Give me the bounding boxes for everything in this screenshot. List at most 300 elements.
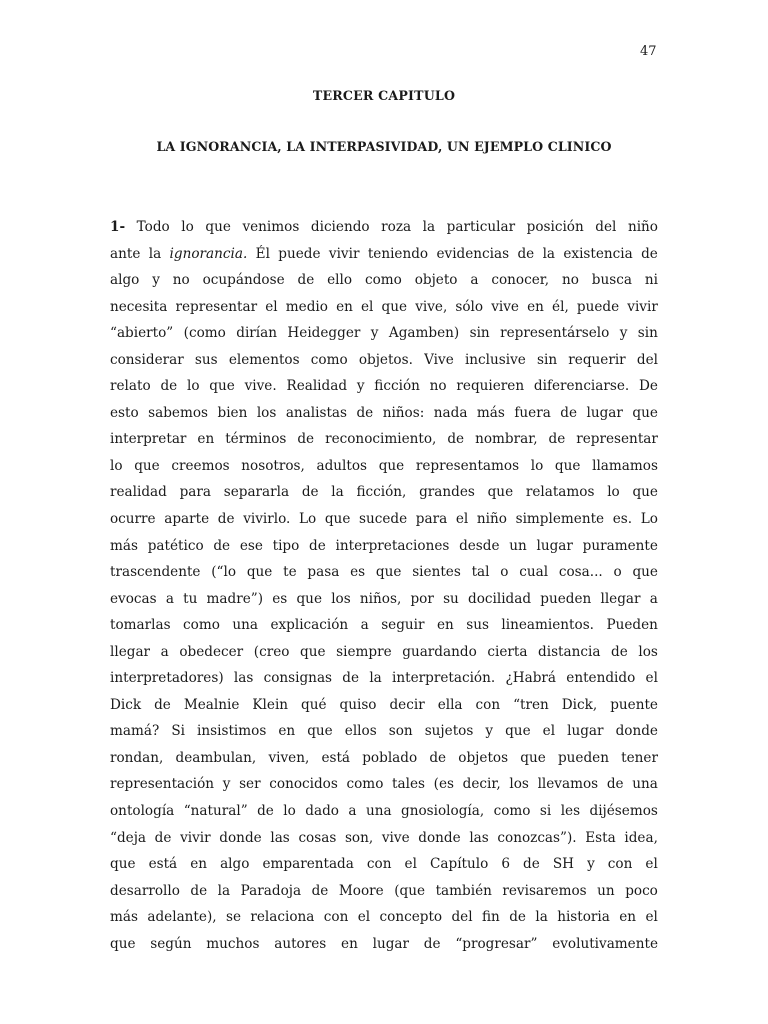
word: (es [433, 776, 454, 793]
word: lo [283, 803, 296, 820]
word: particular [446, 219, 516, 235]
word: (“lo [211, 564, 237, 581]
word: ficción [374, 378, 420, 395]
word: (creo [253, 643, 290, 660]
word: niño [476, 511, 507, 528]
word: siempre [336, 643, 392, 660]
word: él, [552, 298, 569, 315]
word: como [310, 351, 348, 368]
word: vivir [180, 829, 211, 846]
word: y [485, 723, 494, 740]
word: llegar [110, 643, 151, 660]
word: 1- [110, 219, 126, 235]
word: que [554, 457, 581, 474]
word: conocidos [269, 776, 338, 793]
word: realidad [110, 484, 167, 501]
word: puramente [582, 537, 658, 554]
word: el [645, 909, 658, 926]
word: sin [469, 325, 490, 342]
word: una [365, 803, 392, 820]
word: Realidad [286, 378, 348, 395]
word: de [154, 696, 171, 713]
body-paragraph [110, 214, 658, 957]
word: lo [181, 219, 194, 235]
word: en [336, 298, 353, 315]
word: que [307, 723, 333, 740]
word: Capítulo [429, 856, 489, 873]
word: rondan, [110, 749, 164, 766]
text-line [110, 426, 658, 453]
word: según [150, 935, 192, 952]
word: lugar [372, 935, 410, 952]
word: una [632, 776, 658, 793]
word: en [278, 723, 296, 740]
word: historia [557, 909, 610, 926]
word: guardando [402, 643, 477, 660]
word: Vive [424, 351, 454, 368]
word: a [649, 590, 658, 607]
word: de [297, 272, 315, 289]
word: de [342, 670, 360, 687]
word: con [607, 856, 633, 873]
word: (que [394, 882, 426, 899]
word: para [179, 484, 211, 501]
word: que [375, 564, 402, 581]
word: venimos [242, 219, 300, 235]
word: evolutivamente [552, 935, 658, 952]
word: De [639, 378, 658, 395]
word: nada [433, 404, 468, 421]
word: que [632, 484, 658, 501]
word: ¿Habrá [505, 670, 557, 687]
word: el [357, 909, 371, 926]
word: sientes [412, 564, 461, 581]
word: dirían [236, 325, 278, 342]
word: deambulan, [175, 749, 257, 766]
word: el [542, 723, 556, 740]
word: la [217, 882, 231, 899]
word: Todo [136, 219, 170, 235]
text-line [110, 878, 658, 905]
text-line [110, 479, 658, 506]
word: es. [612, 511, 633, 528]
text-line [110, 745, 658, 772]
word: sus [466, 617, 489, 634]
word: decir [389, 696, 425, 713]
word: su [443, 590, 459, 607]
word: niños: [382, 404, 425, 421]
word: ocupándose [202, 272, 285, 289]
word: 6 [501, 856, 510, 873]
word: son, [344, 829, 374, 846]
word: la [331, 484, 344, 501]
word: el [265, 298, 278, 315]
word: que [632, 564, 658, 581]
word: te [283, 564, 297, 581]
word: los [331, 590, 351, 607]
text-line [110, 612, 658, 639]
word: autores [274, 935, 327, 952]
word: el [645, 670, 658, 687]
word: Agamben) [388, 325, 460, 342]
word: “deja [110, 829, 147, 846]
word: representar [576, 431, 658, 448]
word: sujetos [424, 723, 474, 740]
word: en [436, 617, 454, 634]
word: objetos [458, 749, 509, 766]
word: vive [381, 829, 410, 846]
word: de [517, 245, 535, 262]
text-line [110, 931, 658, 958]
word: representamos [415, 457, 520, 474]
word: simplemente [515, 511, 605, 528]
text-line [110, 214, 658, 241]
word: idea, [624, 829, 658, 846]
text-line [110, 400, 658, 427]
word: que [300, 643, 326, 660]
word: insistimos [197, 723, 267, 740]
word: del [595, 219, 617, 235]
word: requieren [456, 378, 525, 395]
word: por [410, 590, 434, 607]
word: ella [437, 696, 463, 713]
word: fuera [514, 404, 551, 421]
word: con [366, 856, 392, 873]
word: Klein [252, 696, 289, 713]
word: la [148, 245, 162, 262]
word: llegar [600, 590, 641, 607]
word: tal [471, 564, 490, 581]
word: puede [576, 298, 620, 315]
word: Pueden [606, 617, 658, 634]
word: si [539, 803, 552, 820]
word: revisaremos [502, 882, 587, 899]
word: interpretación. [392, 670, 496, 687]
word: grandes [419, 484, 475, 501]
word: qué [301, 696, 327, 713]
word: “abierto” [110, 325, 174, 342]
word: de [423, 935, 441, 952]
word: el [645, 856, 658, 873]
word: la [422, 219, 436, 235]
word: Lo [299, 511, 317, 528]
word: relaciona [250, 909, 315, 926]
word: patético [147, 537, 204, 554]
word: cierta [487, 643, 528, 660]
word: más [110, 537, 138, 554]
word: de [523, 856, 540, 873]
word: ocurre [110, 511, 156, 528]
word: creemos [171, 457, 230, 474]
word: fin [481, 909, 500, 926]
word: un [509, 537, 527, 554]
word: que [205, 219, 231, 235]
word: Heidegger [287, 325, 361, 342]
word: vivir [627, 298, 658, 315]
word: de [301, 484, 319, 501]
word: y [370, 325, 379, 342]
word: vive [491, 298, 519, 315]
word: la [369, 670, 382, 687]
word: les [560, 803, 581, 820]
word: como [493, 803, 531, 820]
text-line [110, 851, 658, 878]
word: las [270, 829, 290, 846]
word: desarrollo [110, 882, 180, 899]
word: conozcas”). [497, 829, 577, 846]
word: en [527, 298, 544, 315]
word: de [257, 803, 274, 820]
word: sin [637, 325, 658, 342]
text-line [110, 241, 658, 268]
word: necesita [110, 298, 168, 315]
word: lugar [536, 537, 573, 554]
word: inclusive [464, 351, 526, 368]
text-line [110, 639, 658, 666]
word: representación [110, 776, 215, 793]
word: ficción, [356, 484, 407, 501]
word: vivirlo. [243, 511, 291, 528]
word: busca [591, 272, 632, 289]
word: pasa [307, 564, 340, 581]
word: como [183, 617, 220, 634]
word: sin [537, 351, 558, 368]
word: tener [621, 749, 658, 766]
word: diferenciarse. [533, 378, 630, 395]
word: decir, [462, 776, 501, 793]
text-line [110, 294, 658, 321]
word: sólo [455, 298, 484, 315]
word: es [272, 590, 288, 607]
word: ignorancia. [169, 245, 248, 262]
word: ellos [344, 723, 377, 740]
word: evidencias [436, 245, 510, 262]
chapter-title: TERCER CAPITULO [312, 88, 456, 103]
word: sucede [359, 511, 408, 528]
word: representárselo [500, 325, 610, 342]
word: algo [110, 272, 140, 289]
word: se [225, 909, 241, 926]
word: de [447, 431, 465, 448]
word: donde [219, 829, 262, 846]
word: conocer, [491, 272, 550, 289]
word: no [172, 272, 190, 289]
word: que [209, 378, 235, 395]
text-line [110, 506, 658, 533]
word: Dick, [561, 696, 598, 713]
word: medio [285, 298, 328, 315]
word: términos [225, 431, 287, 448]
word: a [160, 643, 169, 660]
word: distancia [538, 643, 601, 660]
word: cual [519, 564, 549, 581]
word: diciendo [310, 219, 370, 235]
word: es [350, 564, 366, 581]
word: analistas [285, 404, 347, 421]
word: tu [183, 590, 198, 607]
word: donde [615, 723, 658, 740]
word: lo [110, 457, 123, 474]
text-line [110, 373, 658, 400]
word: del [636, 351, 658, 368]
word: ni [644, 272, 658, 289]
word: Esta [585, 829, 616, 846]
word: interpretadores) [110, 670, 224, 687]
text-line [110, 453, 658, 480]
word: de [606, 776, 624, 793]
word: para [415, 511, 448, 528]
text-line [110, 533, 658, 560]
word: un [597, 882, 615, 899]
word: representar [175, 298, 258, 315]
word: algo [220, 856, 250, 873]
word: quiso [339, 696, 377, 713]
word: y [587, 856, 595, 873]
word: como [364, 272, 402, 289]
word: de [509, 909, 526, 926]
word: los [509, 776, 529, 793]
word: que [134, 457, 160, 474]
word: esto [110, 404, 139, 421]
word: ante [110, 245, 141, 262]
word: ello [327, 272, 353, 289]
text-line [110, 825, 658, 852]
word: con [323, 909, 349, 926]
word: que [110, 856, 136, 873]
word: ontología [110, 803, 175, 820]
chapter-subtitle: LA IGNORANCIA, LA INTERPASIVIDAD, UN EJEMPLO CLINICO [156, 139, 612, 154]
word: de [560, 404, 578, 421]
word: objeto [414, 272, 458, 289]
word: desde [459, 537, 500, 554]
word: muchos [206, 935, 260, 952]
word: madre”) [206, 590, 264, 607]
word: lugar [586, 404, 623, 421]
word: una [232, 617, 258, 634]
word: la [542, 245, 556, 262]
word: tipo [272, 537, 300, 554]
word: en [190, 856, 208, 873]
word: cosas [298, 829, 337, 846]
word: sus [194, 351, 218, 368]
word: (como [183, 325, 226, 342]
word: bien [217, 404, 248, 421]
word: que [324, 511, 351, 528]
text-line [110, 771, 658, 798]
word: niños, [359, 590, 402, 607]
page-number: 47 [640, 44, 657, 59]
word: que [505, 723, 531, 740]
word: que [246, 564, 273, 581]
word: puede [278, 245, 321, 262]
word: obedecer [179, 643, 244, 660]
word: Mealnie [183, 696, 240, 713]
word: a [348, 803, 357, 820]
word: a [360, 617, 369, 634]
word: el [404, 856, 417, 873]
word: interpretaciones [335, 537, 450, 554]
word: vive. [244, 378, 277, 395]
word: elementos [228, 351, 300, 368]
word: objetos. [358, 351, 413, 368]
word: reconocimiento, [325, 431, 437, 448]
word: de [548, 431, 566, 448]
word: de [297, 431, 315, 448]
word: Lo [640, 511, 658, 528]
word: dado [305, 803, 339, 820]
word: que [487, 484, 514, 501]
word: teniendo [367, 245, 429, 262]
word: está [148, 856, 178, 873]
word: pueden [557, 749, 609, 766]
word: el [361, 298, 374, 315]
word: más [110, 909, 138, 926]
text-line [110, 904, 658, 931]
word: más [476, 404, 505, 421]
word: lineamientos. [501, 617, 594, 634]
word: en [197, 431, 215, 448]
word: son [388, 723, 413, 740]
word: docilidad [468, 590, 532, 607]
word: considerar [110, 351, 184, 368]
word: poco [625, 882, 658, 899]
word: concepto [379, 909, 443, 926]
word: ese [239, 537, 263, 554]
word: el [455, 511, 469, 528]
word: “tren [513, 696, 549, 713]
word: que [110, 935, 136, 952]
word: vivir [328, 245, 360, 262]
word: y [222, 776, 231, 793]
word: no [561, 272, 579, 289]
word: Paradoja [240, 882, 302, 899]
word: de [213, 537, 231, 554]
word: que [520, 749, 546, 766]
word: Él [255, 245, 270, 262]
word: llevamos [537, 776, 599, 793]
word: de [190, 882, 208, 899]
word: en [619, 909, 637, 926]
word: que [632, 404, 658, 421]
word: a [470, 272, 479, 289]
word: los [256, 404, 277, 421]
word: de [356, 404, 374, 421]
text-line [110, 320, 658, 347]
word: y [152, 272, 160, 289]
word: sabemos [148, 404, 209, 421]
word: interpretar [110, 431, 187, 448]
word: relatamos [525, 484, 595, 501]
word: en [341, 935, 358, 952]
word: consignas [263, 670, 333, 687]
word: que [381, 298, 408, 315]
word: de [429, 749, 447, 766]
text-line [110, 559, 658, 586]
word: existencia [563, 245, 633, 262]
word: y [619, 325, 628, 342]
word: nombrar, [475, 431, 538, 448]
word: viven, [268, 749, 310, 766]
word: llamamos [592, 457, 658, 474]
word: está [321, 749, 351, 766]
word: SH [552, 856, 575, 873]
word: lo [607, 484, 620, 501]
word: o [500, 564, 509, 581]
word: de [217, 511, 235, 528]
word: adelante), [147, 909, 217, 926]
text-line [110, 586, 658, 613]
word: también [435, 882, 492, 899]
